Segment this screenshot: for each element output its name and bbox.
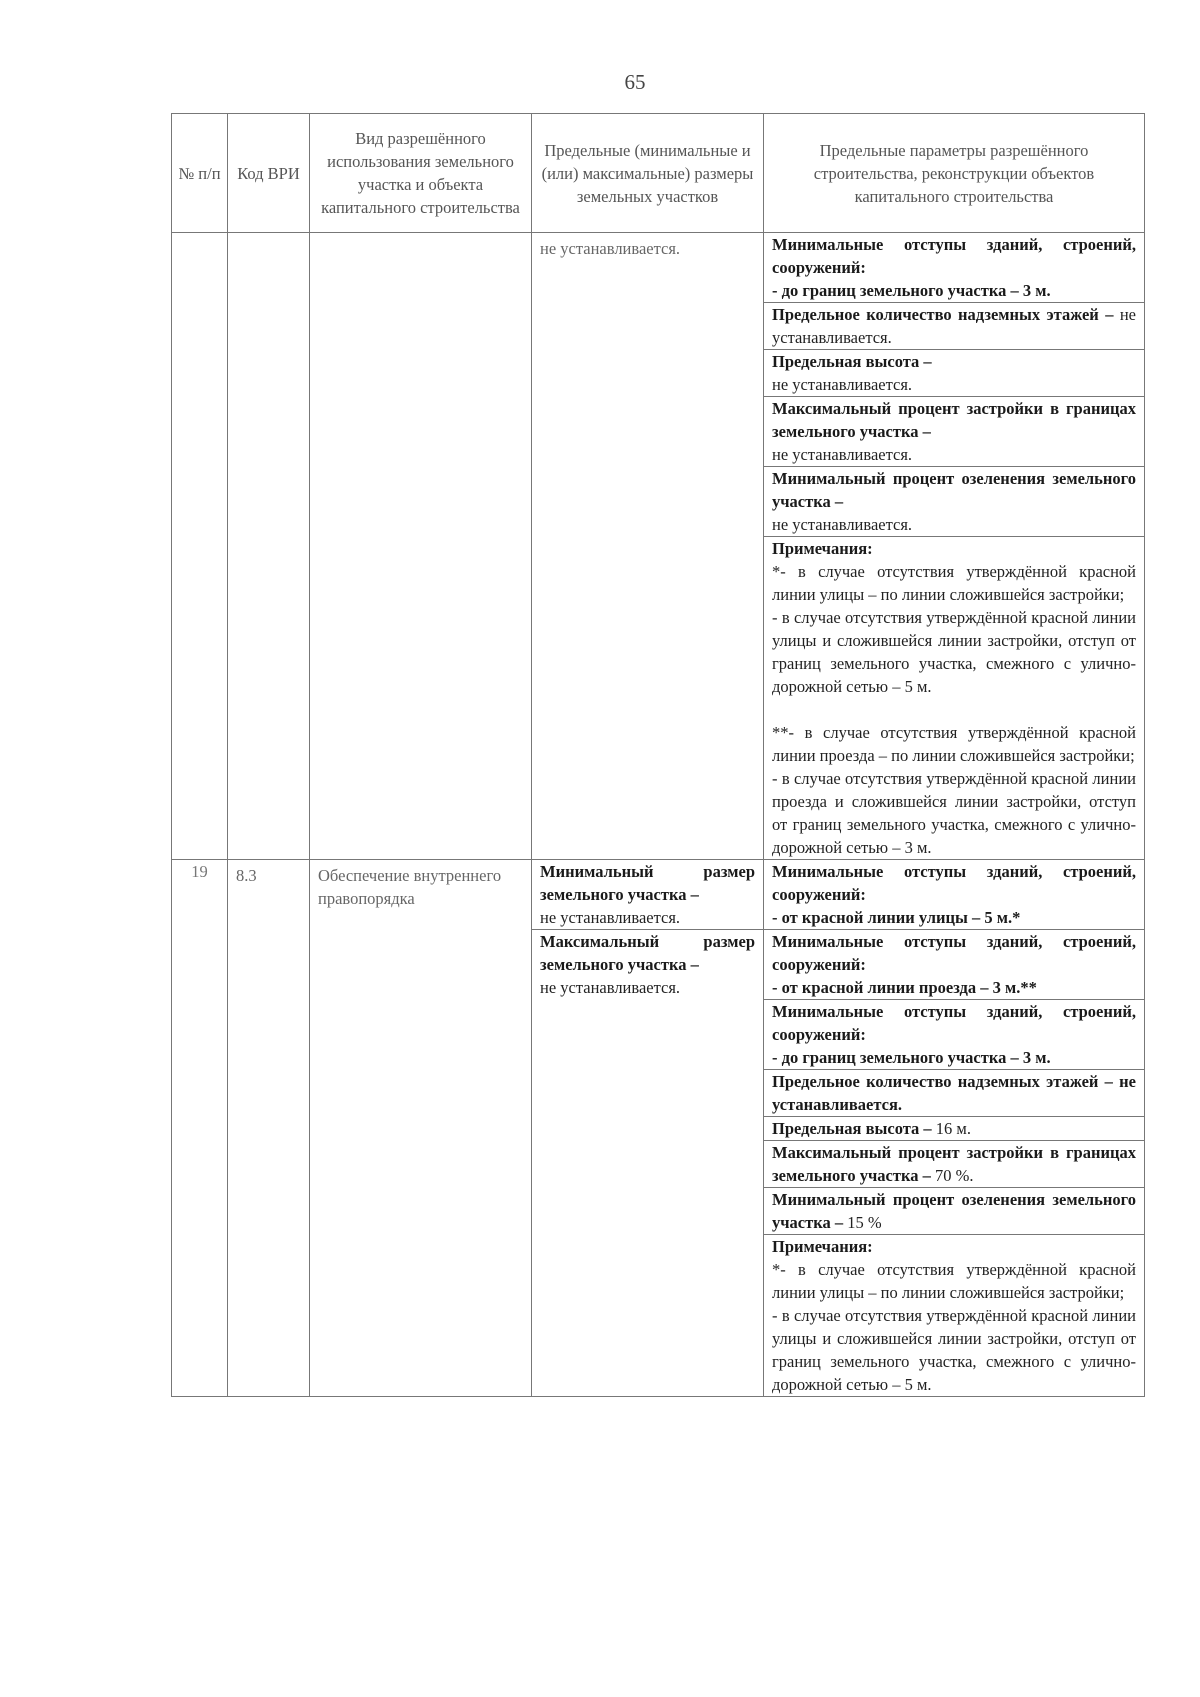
param-title: Максимальный процент застройки в границах земельного участка –	[772, 1143, 1136, 1185]
note-text: *- в случае отсутствия утверждённой красной линии улицы – по линии сложившейся застройки;	[772, 562, 1136, 604]
max-size-cell	[532, 930, 764, 1397]
param-line: - от красной линии проезда – 3 м.**	[772, 978, 1037, 997]
param-title: Минимальные отступы зданий, строений, сооружений:	[772, 1002, 1136, 1044]
header-code: Код ВРИ	[228, 114, 310, 233]
param-line: - до границ земельного участка – 3 м.	[772, 1048, 1051, 1067]
cell-num-empty	[172, 233, 228, 860]
param-height-title: Предельная высота –	[772, 352, 932, 371]
param-setback-passage	[764, 930, 1145, 1000]
param-setback	[764, 233, 1145, 303]
min-size-title: Минимальный размер земельного участка –	[540, 862, 755, 904]
row-code: 8.3	[228, 860, 310, 1397]
param-floors	[764, 1070, 1145, 1117]
notes-title: Примечания:	[772, 1237, 873, 1256]
row-number: 19	[172, 860, 228, 1397]
param-greening-title: Минимальный процент озеленения земельного участка –	[772, 469, 1136, 511]
notes-block	[764, 537, 1145, 860]
param-title: Предельное количество надземных этажей – не устанавливается.	[772, 1072, 1136, 1114]
header-kind: Вид разрешённого использования земельного участка и объекта капитального строительства	[310, 114, 532, 233]
max-size-title: Максимальный размер земельного участка –	[540, 932, 755, 974]
param-height	[764, 1117, 1145, 1141]
param-value: 16 м.	[931, 1119, 971, 1138]
min-size-cell	[532, 860, 764, 930]
note-text: - в случае отсутствия утверждённой красной линии проезда и сложившейся линии застройки, отступ от границ земельного участка, смежного с улично-дорожной сетью – 3 м.	[772, 769, 1136, 857]
note-text: **- в случае отсутствия утверждённой красной линии проезда – по линии сложившейся застройки;	[772, 723, 1136, 765]
min-size-value: не устанавливается.	[540, 908, 681, 927]
param-greening	[764, 1188, 1145, 1235]
param-coverage-value: не устанавливается.	[772, 445, 913, 464]
note-text: *- в случае отсутствия утверждённой красной линии улицы – по линии сложившейся застройки;	[772, 1260, 1136, 1302]
param-title: Предельная высота –	[772, 1119, 932, 1138]
note-text: - в случае отсутствия утверждённой красной линии улицы и сложившейся линии застройки, отступ от границ земельного участка, смежного с улично-дорожной сетью – 5 м.	[772, 1306, 1136, 1394]
header-params: Предельные параметры разрешённого строительства, реконструкции объектов капитального строительства	[764, 114, 1145, 233]
param-height-value: не устанавливается.	[772, 375, 913, 394]
param-line: - от красной линии улицы – 5 м.*	[772, 908, 1021, 927]
param-setback-plot	[764, 1000, 1145, 1070]
param-coverage	[764, 397, 1145, 467]
table-row	[172, 233, 1145, 303]
param-coverage-title: Максимальный процент застройки в границах земельного участка –	[772, 399, 1136, 441]
param-floors-value: не устанавливается.	[772, 305, 1136, 347]
param-coverage	[764, 1141, 1145, 1188]
row-kind: Обеспечение внутреннего правопорядка	[310, 860, 532, 1397]
header-num: № п/п	[172, 114, 228, 233]
note-text: - в случае отсутствия утверждённой красной линии улицы и сложившейся линии застройки, отступ от границ земельного участка, смежного с улично-дорожной сетью – 5 м.	[772, 608, 1136, 696]
regulations-table	[171, 113, 1145, 1397]
param-greening	[764, 467, 1145, 537]
param-height	[764, 350, 1145, 397]
table-header-row	[172, 114, 1145, 233]
param-setback-street	[764, 860, 1145, 930]
param-title: Минимальные отступы зданий, строений, сооружений:	[772, 862, 1136, 904]
table-row	[172, 860, 1145, 930]
cell-kind-empty	[310, 233, 532, 860]
param-setback-line: - до границ земельного участка – 3 м.	[772, 281, 1051, 300]
cell-size-text: не устанавливается.	[532, 233, 764, 860]
page-number: 65	[624, 70, 646, 94]
max-size-value: не устанавливается.	[540, 978, 681, 997]
notes-title: Примечания:	[772, 539, 873, 558]
param-floors	[764, 303, 1145, 350]
header-size: Предельные (минимальные и (или) максимальные) размеры земельных участков	[532, 114, 764, 233]
param-value: 15 %	[843, 1213, 882, 1232]
param-setback-title: Минимальные отступы зданий, строений, сооружений:	[772, 235, 1136, 277]
notes-block	[764, 1235, 1145, 1397]
cell-code-empty	[228, 233, 310, 860]
param-title: Минимальные отступы зданий, строений, сооружений:	[772, 932, 1136, 974]
param-greening-value: не устанавливается.	[772, 515, 913, 534]
param-value: 70 %.	[930, 1166, 974, 1185]
param-floors-title: Предельное количество надземных этажей –	[772, 305, 1114, 324]
param-title: Минимальный процент озеленения земельного участка –	[772, 1190, 1136, 1232]
